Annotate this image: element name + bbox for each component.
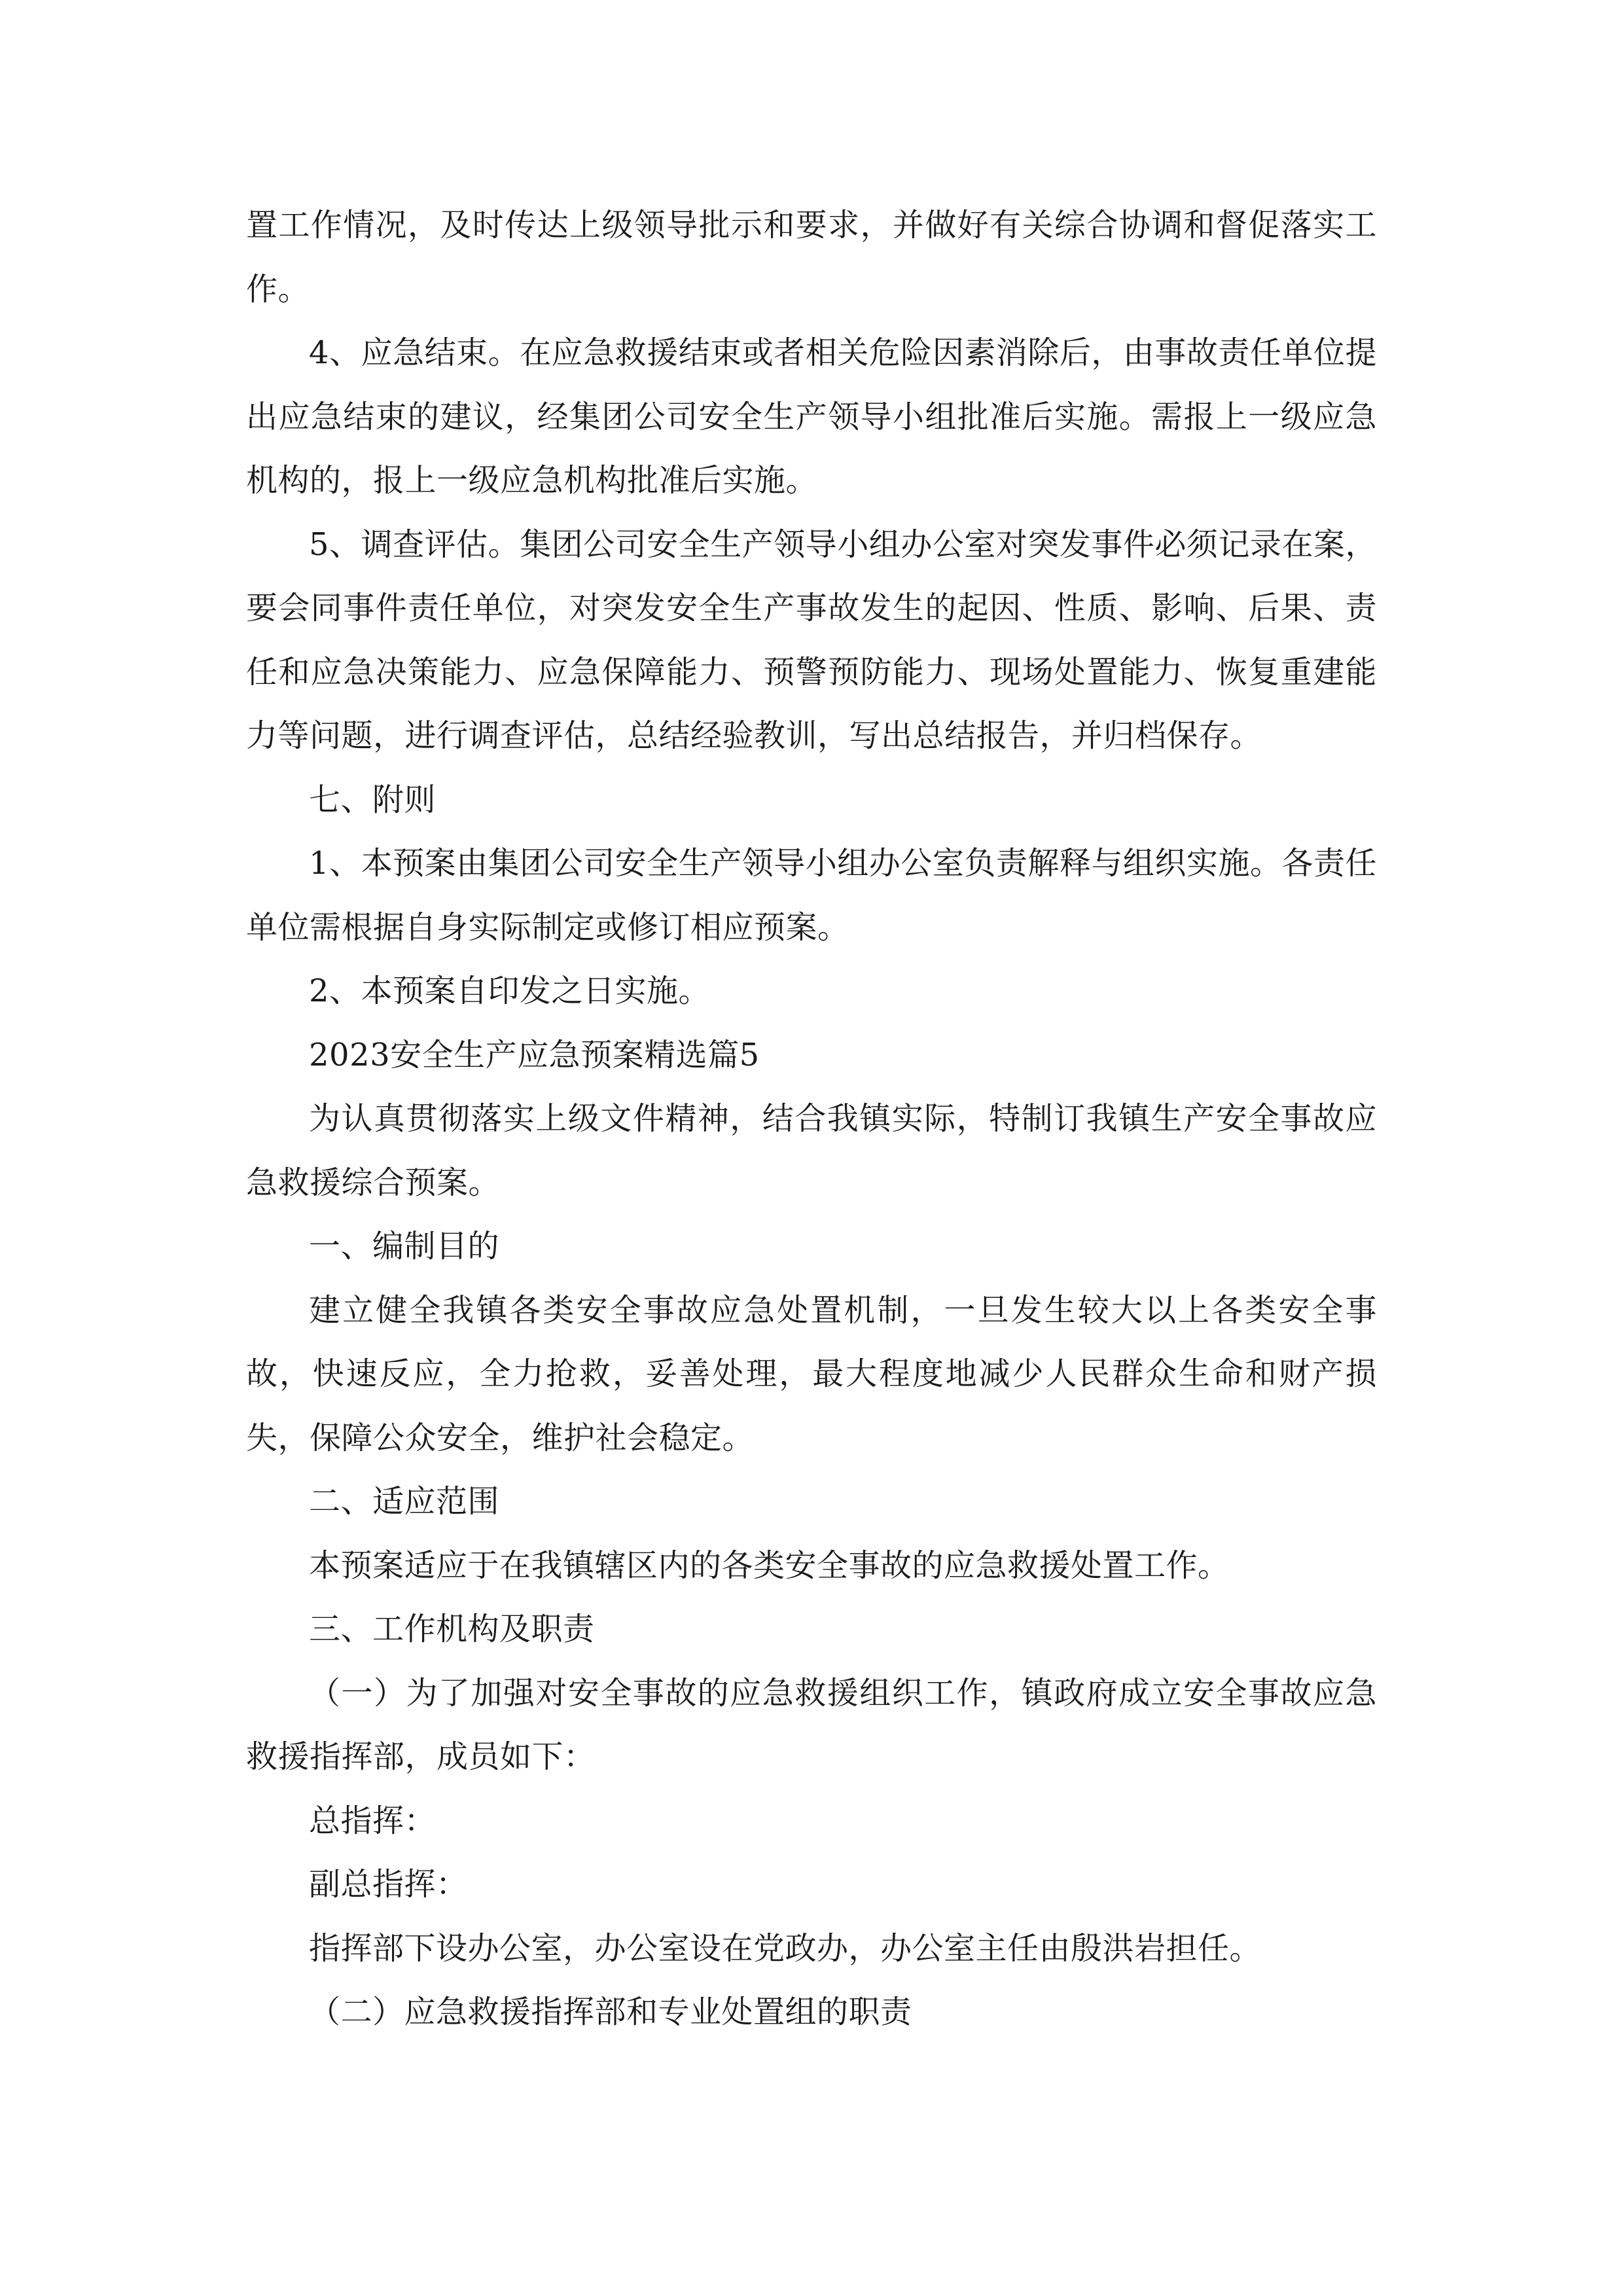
paragraph-appendix-2: 2、本预案自印发之日实施。 <box>309 973 711 1009</box>
line-commander: 总指挥： <box>309 1802 437 1839</box>
paragraph-appendix-1: 1、本预案由集团公司安全生产领导小组办公室负责解释与组织实施。各责任单位需根据自身实际制定或修订相应预案。 <box>246 845 1377 946</box>
heading-duties: （二）应急救援指挥部和专业处置组的职责 <box>309 1994 912 2030</box>
section-title: 2023安全生产应急预案精选篇5 <box>309 1036 760 1073</box>
heading-organization: 三、工作机构及职责 <box>309 1611 595 1647</box>
heading-purpose: 一、编制目的 <box>309 1228 500 1265</box>
paragraph-intro: 为认真贯彻落实上级文件精神，结合我镇实际，特制订我镇生产安全事故应急救援综合预案。 <box>246 1100 1377 1201</box>
document-body <box>246 194 1377 2045</box>
paragraph-organization-1: （一）为了加强对安全事故的应急救援组织工作，镇政府成立安全事故应急救援指挥部，成员如下： <box>246 1674 1377 1775</box>
heading-scope: 二、适应范围 <box>309 1483 500 1520</box>
paragraph-emergency-end: 4、应急结束。在应急救援结束或者相关危险因素消除后，由事故责任单位提出应急结束的建议，经集团公司安全生产领导小组批准后实施。需报上一级应急机构的，报上一级应急机构批准后实施。 <box>246 334 1377 499</box>
paragraph-scope: 本预案适应于在我镇辖区内的各类安全事故的应急救援处置工作。 <box>309 1547 1230 1584</box>
paragraph-office: 指挥部下设办公室，办公室设在党政办，办公室主任由殷洪岩担任。 <box>309 1929 1262 1967</box>
line-deputy-commander: 副总指挥： <box>309 1866 468 1903</box>
paragraph-purpose: 建立健全我镇各类安全事故应急处置机制，一旦发生较大以上各类安全事故，快速反应，全力抢救，妥善处理，最大程度地减少人民群众生命和财产损失，保障公众安全，维护社会稳定。 <box>246 1291 1377 1456</box>
paragraph-continuation: 置工作情况，及时传达上级领导批示和要求，并做好有关综合协调和督促落实工作。 <box>246 207 1377 308</box>
paragraph-investigation: 5、调查评估。集团公司安全生产领导小组办公室对突发事件必须记录在案，要会同事件责任单位，对突发安全生产事故发生的起因、性质、影响、后果、责任和应急决策能力、应急保障能力、预警预防能力、现场处置能力、恢复重建能力等问题，进行调查评估，总结经验教训，写出总结报告，并归档保存。 <box>246 526 1377 754</box>
heading-appendix: 七、附则 <box>309 781 437 818</box>
